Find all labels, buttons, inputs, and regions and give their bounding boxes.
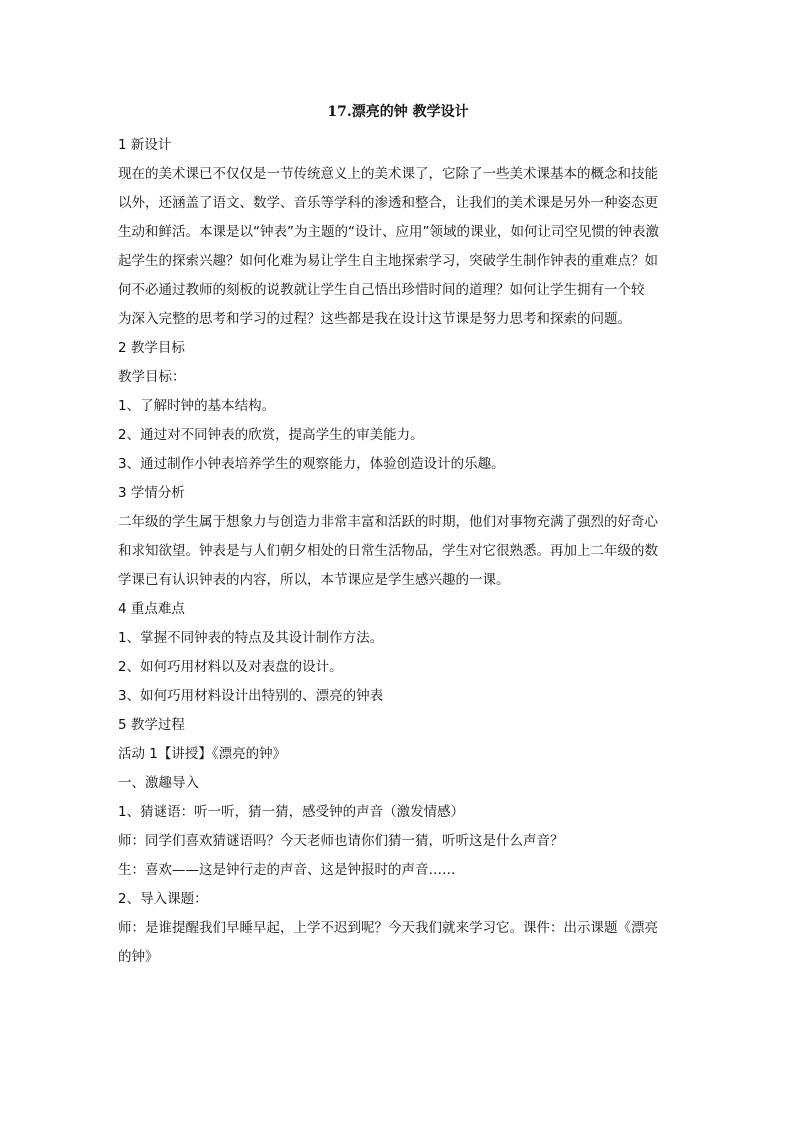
dialogue-line: 的钟》 xyxy=(118,949,159,965)
paragraph-line: 生动和鲜活。本课是以“钟表”为主题的“设计、应用”领域的课业，如何让司空见惯的钟表激 xyxy=(118,224,659,240)
section-heading-teaching-process: 5 教学过程 xyxy=(118,717,185,733)
goal-item: 2、通过对不同钟表的欣赏，提高学生的审美能力。 xyxy=(118,427,424,443)
paragraph-line: 二年级的学生属于想象力与创造力非常丰富和活跃的时期，他们对事物充满了强烈的好奇心 xyxy=(118,514,658,530)
step-item: 1、猜谜语：听一听，猜一猜，感受钟的声音（激发情感） xyxy=(118,804,465,820)
goal-item: 1、了解时钟的基本结构。 xyxy=(118,398,276,414)
key-point-item: 3、如何巧用材料设计出特别的、漂亮的钟表 xyxy=(118,688,384,704)
key-point-item: 1、掌握不同钟表的特点及其设计制作方法。 xyxy=(118,630,384,646)
section-heading-new-design: 1 新设计 xyxy=(118,137,172,153)
step-heading: 一、激趣导入 xyxy=(118,775,199,791)
paragraph-line: 学课已有认识钟表的内容，所以，本节课应是学生感兴趣的一课。 xyxy=(118,572,510,588)
paragraph-line: 何不必通过教师的刻板的说教就让学生自己悟出珍惜时间的道理？如何让学生拥有一个较 xyxy=(118,282,645,298)
goals-label: 教学目标： xyxy=(118,369,186,385)
step-item: 2、导入课题： xyxy=(118,891,208,907)
activity-heading: 活动 1【讲授】《漂亮的钟》 xyxy=(118,746,287,762)
paragraph-line: 以外，还涵盖了语文、数学、音乐等学科的渗透和整合，让我们的美术课是另外一种姿态更 xyxy=(118,195,658,211)
document-title: 17.漂亮的钟 教学设计 xyxy=(327,104,469,120)
goal-item: 3、通过制作小钟表培养学生的观察能力，体验创造设计的乐趣。 xyxy=(118,456,505,472)
key-point-item: 2、如何巧用材料以及对表盘的设计。 xyxy=(118,659,343,675)
section-heading-teaching-goals: 2 教学目标 xyxy=(118,340,185,356)
dialogue-line: 师：是谁提醒我们早睡早起，上学不迟到呢？今天我们就来学习它。课件：出示课题《漂亮 xyxy=(118,920,658,936)
section-heading-key-points: 4 重点难点 xyxy=(118,601,185,617)
paragraph-line: 和求知欲望。钟表是与人们朝夕相处的日常生活物品，学生对它很熟悉。再加上二年级的数 xyxy=(118,543,658,559)
paragraph-line: 现在的美术课已不仅仅是一节传统意义上的美术课了，它除了一些美术课基本的概念和技能 xyxy=(118,166,658,182)
document-page xyxy=(118,101,678,972)
dialogue-line: 师：同学们喜欢猜谜语吗？今天老师也请你们猜一猜，听听这是什么声音？ xyxy=(118,833,564,849)
paragraph-line: 为深入完整的思考和学习的过程？这些都是我在设计这节课是努力思考和探索的问题。 xyxy=(118,311,631,327)
paragraph-line: 起学生的探索兴趣？如何化难为易让学生自主地探索学习，突破学生制作钟表的重难点？如 xyxy=(118,253,658,269)
section-heading-student-analysis: 3 学情分析 xyxy=(118,485,185,501)
dialogue-line: 生：喜欢——这是钟行走的声音、这是钟报时的声音…… xyxy=(118,862,456,878)
